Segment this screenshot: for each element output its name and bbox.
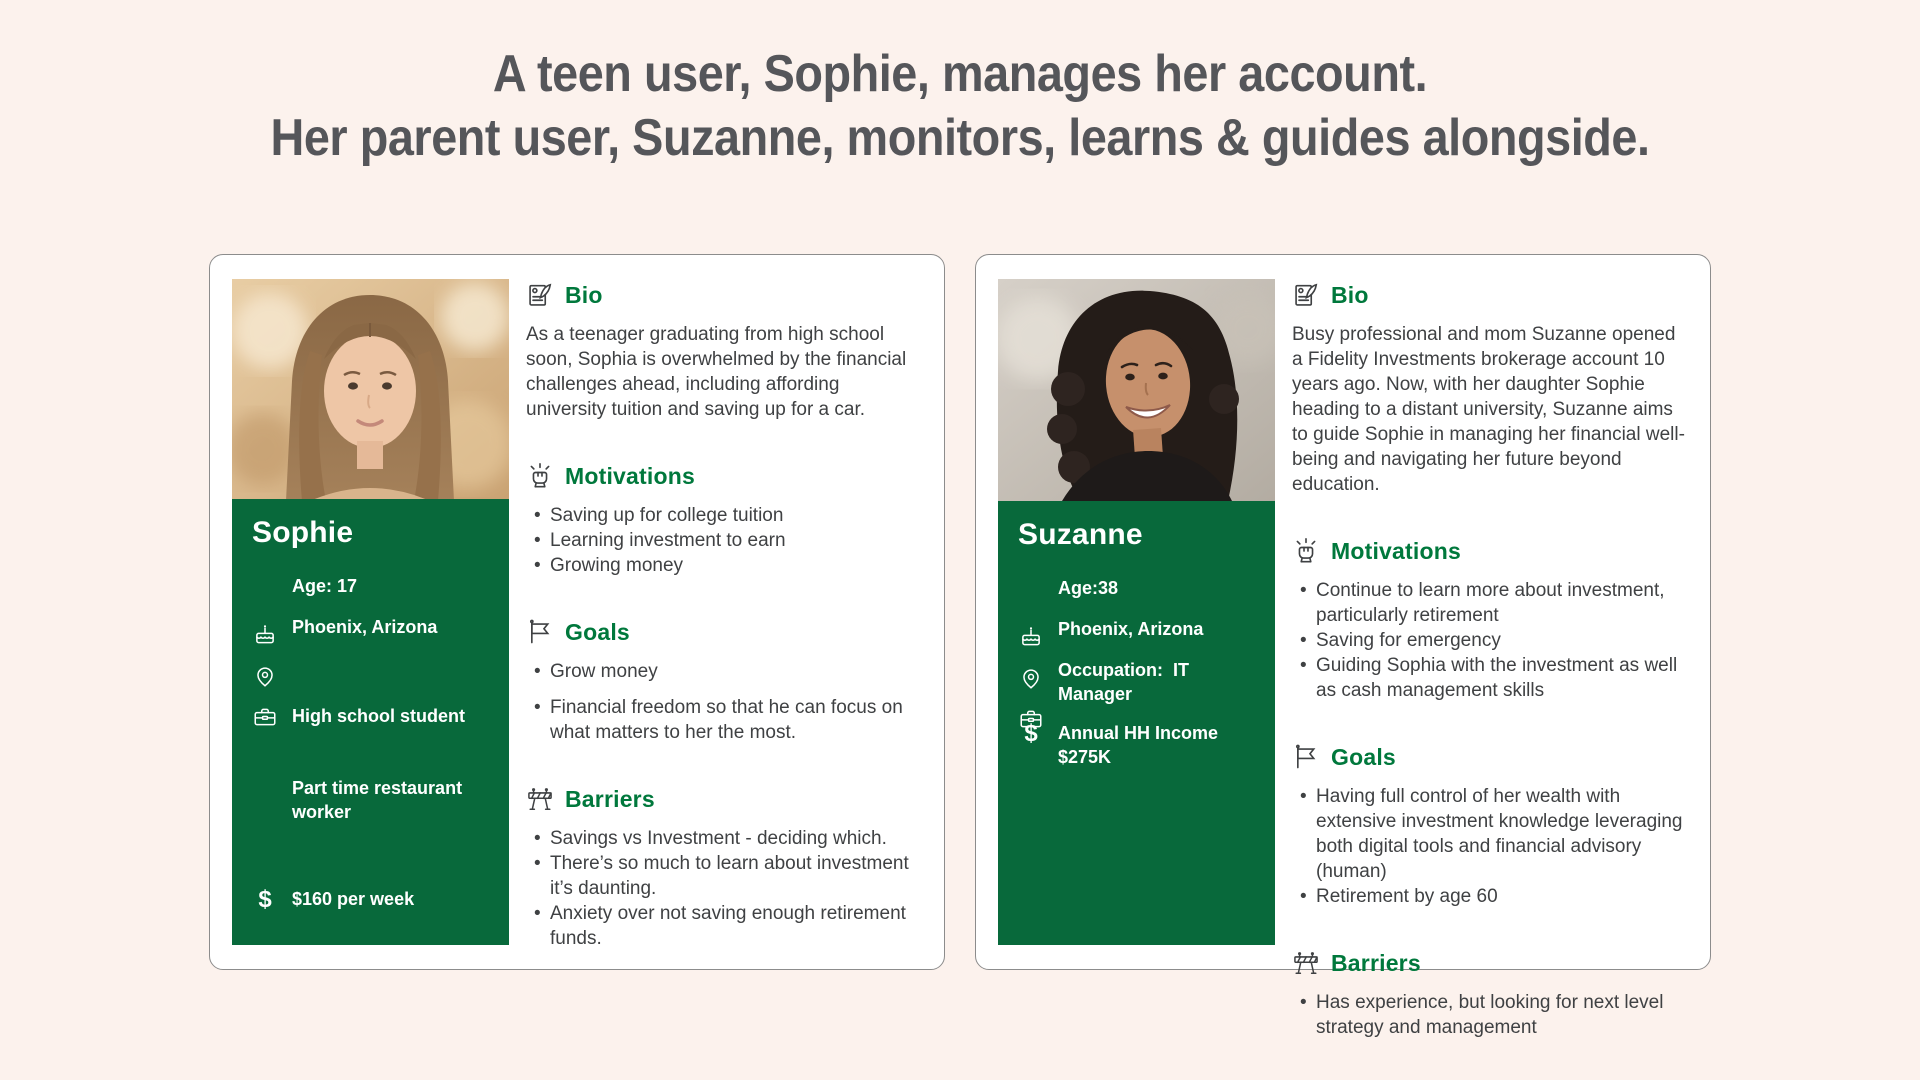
- detail-text: $160 per week: [292, 889, 415, 909]
- list-item: • Financial freedom so that he can focus on what matters to her the most.: [550, 695, 922, 745]
- motivations-section: [526, 462, 922, 578]
- detail-income: [252, 887, 489, 913]
- bio-section: [1292, 281, 1688, 497]
- sophie-left-column: [232, 279, 509, 945]
- detail-line: Part time restaurant worker: [292, 778, 468, 822]
- list-item: • Guiding Sophia with the investment as well as cash management skills: [1316, 653, 1688, 703]
- dollar-icon: $: [258, 886, 272, 913]
- woman-portrait-illustration: [998, 279, 1275, 501]
- detail-text: Age: 17: [292, 576, 358, 596]
- section-header: [1292, 281, 1688, 309]
- suzanne-photo: [998, 279, 1275, 501]
- list-item: • Having full control of her wealth with extensive investment knowledge leveraging both digital tools and financial advisory (human): [1316, 784, 1688, 884]
- title-line-2: Her parent user, Suzanne, monitors, learns & guides alongside.: [270, 109, 1650, 167]
- detail-age: [252, 574, 489, 600]
- flag-icon: [526, 618, 554, 646]
- section-header: [526, 281, 922, 309]
- birthday-cake-icon: [252, 574, 278, 600]
- section-heading: Bio: [565, 281, 603, 308]
- teen-girl-portrait-illustration: [232, 279, 509, 499]
- barriers-list: [1292, 990, 1688, 1040]
- bio-quill-icon: [526, 281, 554, 309]
- suzanne-sections-column: [1275, 279, 1688, 1038]
- detail-line: High school student: [292, 706, 465, 726]
- persona-card-suzanne: [975, 254, 1711, 1038]
- detail-age: [1018, 576, 1255, 602]
- fist-rays-icon: [526, 462, 554, 490]
- fist-rays-icon: [1292, 537, 1320, 565]
- motivations-section: [1292, 537, 1688, 703]
- section-header: [526, 785, 922, 813]
- list-item: • Saving up for college tuition: [550, 503, 922, 528]
- location-pin-icon: [252, 615, 278, 641]
- goals-section: [1292, 743, 1688, 909]
- detail-text: Phoenix, Arizona: [292, 617, 438, 637]
- section-heading: Barriers: [565, 785, 655, 812]
- section-heading: Motivations: [565, 462, 695, 489]
- road-barrier-icon: [526, 785, 554, 813]
- section-header: [1292, 743, 1688, 771]
- detail-text: Annual HH Income $275K: [1058, 723, 1224, 767]
- sophie-summary-panel: [232, 499, 509, 945]
- briefcase-icon: [252, 656, 278, 682]
- list-item: • Learning investment to earn: [550, 528, 922, 553]
- goals-section: [526, 618, 922, 745]
- briefcase-icon: [1018, 658, 1044, 684]
- section-header: [526, 618, 922, 646]
- suzanne-summary-panel: [998, 501, 1275, 945]
- goals-list: [526, 659, 922, 745]
- motivations-list: [526, 503, 922, 578]
- section-header: [1292, 949, 1688, 977]
- list-item: • Retirement by age 60: [1316, 884, 1688, 909]
- section-heading: Motivations: [1331, 537, 1461, 564]
- list-item: • There’s so much to learn about investment it’s daunting.: [550, 851, 922, 901]
- persona-name: Sophie: [252, 516, 354, 549]
- barriers-section: [526, 785, 922, 951]
- list-item: • Grow money: [550, 659, 922, 684]
- persona-cards-row: [0, 254, 1920, 1038]
- detail-occupation: [252, 656, 489, 872]
- list-item: • Saving for emergency: [1316, 628, 1688, 653]
- barriers-list: [526, 826, 922, 951]
- birthday-cake-icon: [1018, 576, 1044, 602]
- detail-text: Phoenix, Arizona: [1058, 619, 1204, 639]
- suzanne-left-column: [998, 279, 1275, 945]
- title-line-1: A teen user, Sophie, manages her account.: [492, 45, 1428, 103]
- bio-text: As a teenager graduating from high school soon, Sophia is overwhelmed by the financial challenges ahead, including affording university tuition and saving up for a car.: [526, 324, 907, 420]
- persona-name: Suzanne: [1018, 518, 1143, 551]
- sophie-sections-column: [509, 279, 922, 949]
- persona-card-sophie: [209, 254, 945, 970]
- list-item: • Savings vs Investment - deciding which.: [550, 826, 922, 851]
- location-pin-icon: [1018, 617, 1044, 643]
- bio-quill-icon: [1292, 281, 1320, 309]
- detail-text: [292, 656, 489, 872]
- detail-text: Occupation: IT Manager: [1058, 660, 1195, 704]
- section-heading: Barriers: [1331, 949, 1421, 976]
- sophie-photo: [232, 279, 509, 499]
- motivations-list: [1292, 578, 1688, 703]
- flag-icon: [1292, 743, 1320, 771]
- detail-text: Age:38: [1058, 578, 1119, 598]
- section-heading: Bio: [1331, 281, 1369, 308]
- barriers-section: [1292, 949, 1688, 1040]
- dollar-icon: $: [1024, 720, 1038, 747]
- goals-list: [1292, 784, 1688, 909]
- list-item: • Anxiety over not saving enough retirement funds.: [550, 901, 922, 951]
- list-item: • Has experience, but looking for next level strategy and management: [1316, 990, 1688, 1040]
- page-title: [0, 0, 1920, 170]
- section-heading: Goals: [565, 618, 630, 645]
- list-item: • Continue to learn more about investment, particularly retirement: [1316, 578, 1688, 628]
- section-header: [526, 462, 922, 490]
- list-item: • Growing money: [550, 553, 922, 578]
- road-barrier-icon: [1292, 949, 1320, 977]
- bio-text: Busy professional and mom Suzanne opened a Fidelity Investments brokerage account 10 years ago. Now, with her daughter Sophie heading to a distant university, Suzanne aims to guide Sophie in managing her financial well-being and navigating her future beyond education.: [1292, 324, 1685, 495]
- section-heading: Goals: [1331, 743, 1396, 770]
- bio-section: [526, 281, 922, 422]
- section-header: [1292, 537, 1688, 565]
